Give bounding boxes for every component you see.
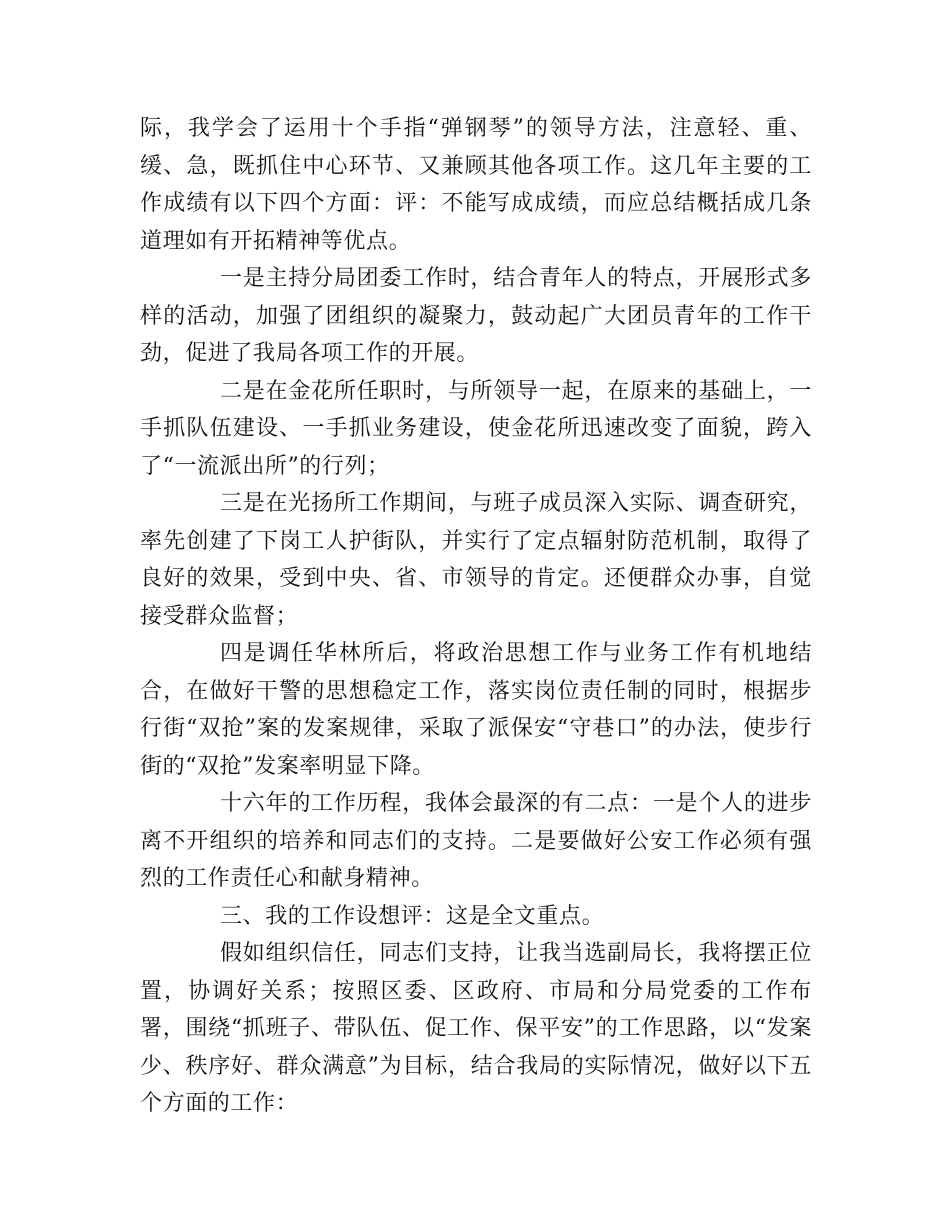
paragraph-work-plan: 假如组织信任，同志们支持，让我当选副局长，我将摆正位置，协调好关系；按照区委、区政府、市局和分局党委的工作布署，围绕“抓班子、带队伍、促工作、保平安”的工作思路，以“发案少、秩序好、群众满意”为目标，结合我局的实际情况，做好以下五个方面的工作： — [140, 941, 812, 1116]
paragraph-point-one: 一是主持分局团委工作时，结合青年人的特点，开展形式多样的活动，加强了团组织的凝聚力，鼓动起广大团员青年的工作干劲，促进了我局各项工作的开展。 — [140, 266, 812, 366]
paragraph-continuation: 际，我学会了运用十个手指“弹钢琴”的领导方法，注意轻、重、缓、急，既抓住中心环节、又兼顾其他各项工作。这几年主要的工作成绩有以下四个方面：评：不能写成成绩，而应总结概括成几条道理如有开拓精神等优点。 — [140, 116, 812, 254]
paragraph-point-four: 四是调任华林所后，将政治思想工作与业务工作有机地结合，在做好干警的思想稳定工作，落实岗位责任制的同时，根据步行街“双抢”案的发案规律，采取了派保安“守巷口”的办法，使步行街的“双抢”发案率明显下降。 — [140, 641, 812, 779]
document-body — [140, 110, 812, 1123]
paragraph-point-three: 三是在光扬所工作期间，与班子成员深入实际、调查研究，率先创建了下岗工人护街队，并实行了定点辐射防范机制，取得了良好的效果，受到中央、省、市领导的肯定。还便群众办事，自觉接受群众监督； — [140, 491, 812, 629]
section-heading: 三、我的工作设想评：这是全文重点。 — [220, 903, 605, 929]
paragraph-point-two: 二是在金花所任职时，与所领导一起，在原来的基础上，一手抓队伍建设、一手抓业务建设，使金花所迅速改变了面貌，跨入了“一流派出所”的行列； — [140, 378, 812, 479]
paragraph-experience: 十六年的工作历程，我体会最深的有二点：一是个人的进步离不开组织的培养和同志们的支持。二是要做好公安工作必须有强烈的工作责任心和献身精神。 — [140, 791, 812, 891]
